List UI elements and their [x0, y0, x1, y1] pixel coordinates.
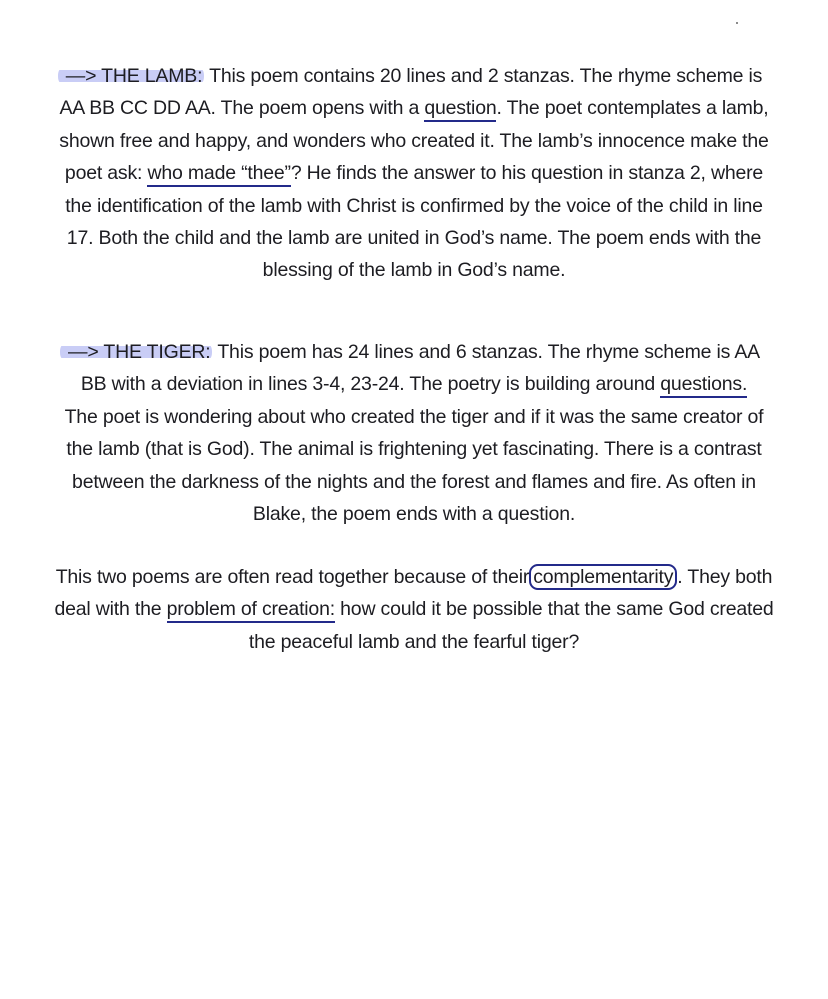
tiger-text: This poem has 24 lines and 6 stanzas. The rhyme scheme is AA — [212, 341, 760, 363]
circled-complementarity: complementarity — [529, 564, 677, 590]
conclusion-paragraph — [40, 561, 788, 658]
tiger-heading-highlight — [60, 341, 212, 363]
tiger-paragraph — [40, 336, 788, 530]
lamb-line-3: shown free and happy, and wonders who created it. The lamb’s innocence make the — [59, 129, 769, 152]
lamb-line-6: 17. Both the child and the lamb are united in God’s name. The poem ends with the — [66, 227, 762, 250]
underlined-problem-of-creation: problem of creation: — [167, 598, 335, 623]
lamb-heading-highlight — [58, 65, 205, 87]
conclusion-line-3: the peaceful lamb and the fearful tiger? — [248, 630, 580, 653]
arrow-icon: —> — [68, 341, 99, 363]
underlined-question: question — [424, 97, 496, 122]
conclusion-text: This two poems are often read together because of their — [55, 566, 530, 588]
conclusion-text: . They both — [677, 566, 773, 588]
conclusion-text: deal with the — [54, 598, 167, 621]
conclusion-text: how could it be possible that the same God created — [334, 598, 774, 621]
conclusion-line-2 — [40, 593, 788, 625]
tiger-line-2 — [40, 368, 788, 400]
tiger-line-5: between the darkness of the nights and the forest and flames and fire. As often in — [72, 470, 756, 493]
lamb-text: . The poet contemplates a lamb, — [496, 97, 769, 120]
tiger-line-3: The poet is wondering about who created the tiger and if it was the same creator of — [64, 405, 764, 428]
lamb-line-7: blessing of the lamb in God’s name. — [262, 259, 566, 282]
lamb-line-5: the identification of the lamb with Christ is confirmed by the voice of the child in line — [65, 194, 763, 217]
tiger-text: BB with a deviation in lines 3-4, 23-24. The poetry is building around — [80, 373, 661, 396]
lamb-line-1 — [40, 60, 788, 92]
lamb-text: AA BB CC DD AA. The poem opens with a — [59, 97, 425, 120]
stray-dot — [736, 22, 738, 24]
lamb-line-2 — [40, 92, 788, 124]
lamb-text: ? He finds the answer to his question in stanza 2, where — [290, 162, 764, 185]
conclusion-line-1 — [40, 561, 788, 593]
lamb-line-4 — [40, 157, 788, 189]
tiger-line-6: Blake, the poem ends with a question. — [252, 503, 576, 526]
arrow-icon: —> — [65, 65, 97, 87]
underlined-who-made-thee: who made “thee” — [147, 162, 290, 187]
tiger-line-4: the lamb (that is God). The animal is frightening yet fascinating. There is a contrast — [66, 438, 762, 461]
lamb-text: This poem contains 20 lines and 2 stanzas. The rhyme scheme is — [204, 65, 763, 87]
lamb-heading: THE LAMB: — [101, 65, 203, 87]
lamb-paragraph — [40, 60, 788, 287]
underlined-questions: questions. — [660, 373, 747, 398]
tiger-line-1 — [40, 336, 788, 368]
lamb-text: poet ask: — [64, 162, 148, 185]
tiger-heading: THE TIGER: — [103, 341, 211, 363]
